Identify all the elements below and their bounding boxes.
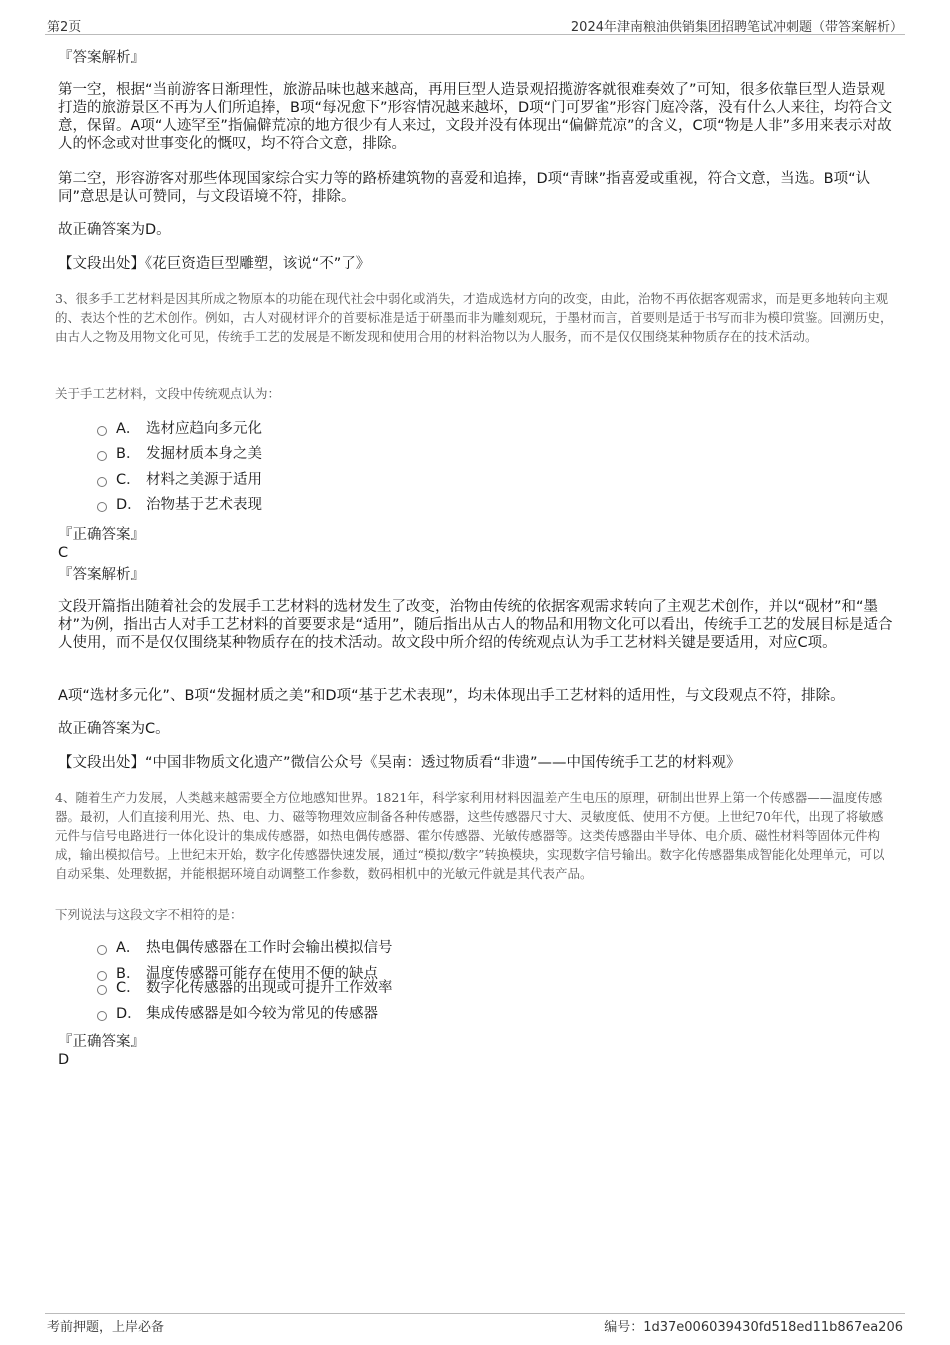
q4-option-a[interactable]: [97, 939, 393, 957]
q3-option-a[interactable]: [97, 420, 262, 438]
q3-source: 【文段出处】“中国非物质文化遗产”微信公众号《吴南：透过物质看“非遗”——中国传统手工艺的材料观》: [58, 755, 741, 771]
page-footer: [45, 1313, 905, 1334]
q3-conclusion: 故正确答案为C。: [58, 721, 170, 737]
q3-analysis-label: 『答案解析』: [58, 567, 145, 583]
radio-icon[interactable]: [97, 1011, 107, 1021]
option-letter: D．: [116, 497, 142, 513]
radio-icon[interactable]: [97, 477, 107, 487]
option-letter: B．: [116, 966, 141, 982]
document-title: 2024年津南粮油供销集团招聘笔试冲刺题（带答案解析）: [570, 20, 903, 35]
q3-prompt: 关于手工艺材料，文段中传统观点认为：: [55, 386, 281, 401]
radio-icon[interactable]: [97, 451, 107, 461]
option-text: 发掘材质本身之美: [146, 446, 262, 462]
page-number: 第2页: [47, 20, 82, 35]
q2-source: 【文段出处】《花巨资造巨型雕塑，该说“不”了》: [58, 256, 371, 272]
option-letter: A．: [116, 421, 141, 437]
q3-analysis-paragraph-2: A项“选材多元化”、B项“发掘材质之美”和D项“基于艺术表现”，均未体现出手工艺材料的适用性，与文段观点不符，排除。: [58, 688, 845, 704]
q4-option-c[interactable]: [97, 979, 393, 997]
radio-icon[interactable]: [97, 985, 107, 995]
q3-option-c[interactable]: [97, 471, 262, 489]
option-text: 材料之美源于适用: [146, 472, 262, 488]
q3-correct-answer: C: [58, 545, 69, 561]
footer-slogan: 考前押题，上岸必备: [47, 1320, 165, 1335]
q2-analysis-label: 『答案解析』: [58, 50, 145, 66]
option-text: 选材应趋向多元化: [146, 421, 262, 437]
option-text: 温度传感器可能存在使用不便的缺点: [146, 966, 378, 982]
option-letter: B．: [116, 446, 141, 462]
q3-analysis-paragraph-1: 文段开篇指出随着社会的发展手工艺材料的选材发生了改变，治物由传统的依据客观需求转向了主观艺术创作，并以“砚材”和“墨材”为例，指出古人对手工艺材料的首要要求是“适用”，随后指出从古人的物品和用物文化可以看出，传统手工艺的发展目标是适合人使用，而不是仅仅围绕某种物质存在的技术活动。故文段中所介绍的传统观点认为手工艺材料关键是要适用，对应C项。: [58, 599, 893, 651]
q2-analysis-paragraph-2: 第二空，形容游客对那些体现国家综合实力等的路桥建筑物的喜爱和追捧，D项“青睐”指喜爱或重视，符合文意，当选。B项“认同”意思是认可赞同，与文段语境不符，排除。: [58, 171, 871, 205]
q2-analysis-paragraph-1: 第一空，根据“当前游客日渐理性，旅游品味也越来越高，再用巨型人造景观招揽游客就很难奏效了”可知，很多依靠巨型人造景观打造的旅游景区不再为人们所追捧，B项“每况愈下”形容情况越来越坏，D项“门可罗雀”形容门庭冷落，没有什么人来往，均符合文意，保留。A项“人迹罕至”指偏僻荒凉的地方很少有人来过，文段并没有体现出“偏僻荒凉”的含义，C项“物是人非”多用来表示对故人的怀念或对世事变化的慨叹，均不符合文意，排除。: [58, 82, 893, 152]
option-letter: C．: [116, 472, 141, 488]
q4-question-text: 4、随着生产力发展，人类越来越需要全方位地感知世界。1821年，科学家利用材料因温差产生电压的原理，研制出世界上第一个传感器——温度传感器。最初，人们直接利用光、热、电、力、磁等物理效应制备各种传感器，这些传感器尺寸大、灵敏度低、使用不方便。上世纪70年代，出现了将敏感元件与信号电路进行一体化设计的集成传感器，如热电偶传感器、霍尔传感器、光敏传感器等。这类传感器由半导体、电介质、磁性材料等固体元件构成，输出模拟信号。上世纪末开始，数字化传感器快速发展，通过“模拟/数字”转换模块，实现数字信号输出。数字化传感器集成智能化处理单元，可以自动采集、处理数据，并能根据环境自动调整工作参数，数码相机中的光敏元件就是其代表产品。: [55, 790, 885, 881]
option-text: 治物基于艺术表现: [146, 497, 262, 513]
radio-icon[interactable]: [97, 945, 107, 955]
q3-option-b[interactable]: [97, 445, 262, 463]
radio-icon[interactable]: [97, 502, 107, 512]
option-letter: C．: [116, 980, 141, 996]
option-letter: D．: [116, 1006, 142, 1022]
q3-question-text: 3、很多手工艺材料是因其所成之物原本的功能在现代社会中弱化或消失，才造成选材方向的改变，由此，治物不再依据客观需求，而是更多地转向主观的、表达个性的艺术创作。例如，古人对砚材评介的首要标准是适于研墨而非为雕刻观玩，于墨材而言，首要则是适于书写而非为模印赏鉴。回溯历史，由古人之物及用物文化可见，传统手工艺的发展是不断发现和使用合用的材料治物以为人服务，而不是仅仅围绕某种物质存在的技术活动。: [55, 291, 893, 344]
q3-answer-label: 『正确答案』: [58, 527, 145, 543]
radio-icon[interactable]: [97, 426, 107, 436]
option-text: 数字化传感器的出现或可提升工作效率: [146, 980, 393, 996]
page-header: [45, 14, 905, 35]
q4-option-d[interactable]: [97, 1005, 378, 1023]
q3-option-d[interactable]: [97, 496, 262, 514]
q4-correct-answer: D: [58, 1052, 70, 1068]
q2-conclusion: 故正确答案为D。: [58, 222, 171, 238]
document-code: 编号：1d37e006039430fd518ed11b867ea206: [604, 1320, 903, 1335]
option-text: 热电偶传感器在工作时会输出模拟信号: [146, 940, 393, 956]
q4-prompt: 下列说法与这段文字不相符的是：: [55, 907, 243, 922]
q4-answer-label: 『正确答案』: [58, 1034, 145, 1050]
option-text: 集成传感器是如今较为常见的传感器: [146, 1006, 378, 1022]
option-letter: A．: [116, 940, 141, 956]
